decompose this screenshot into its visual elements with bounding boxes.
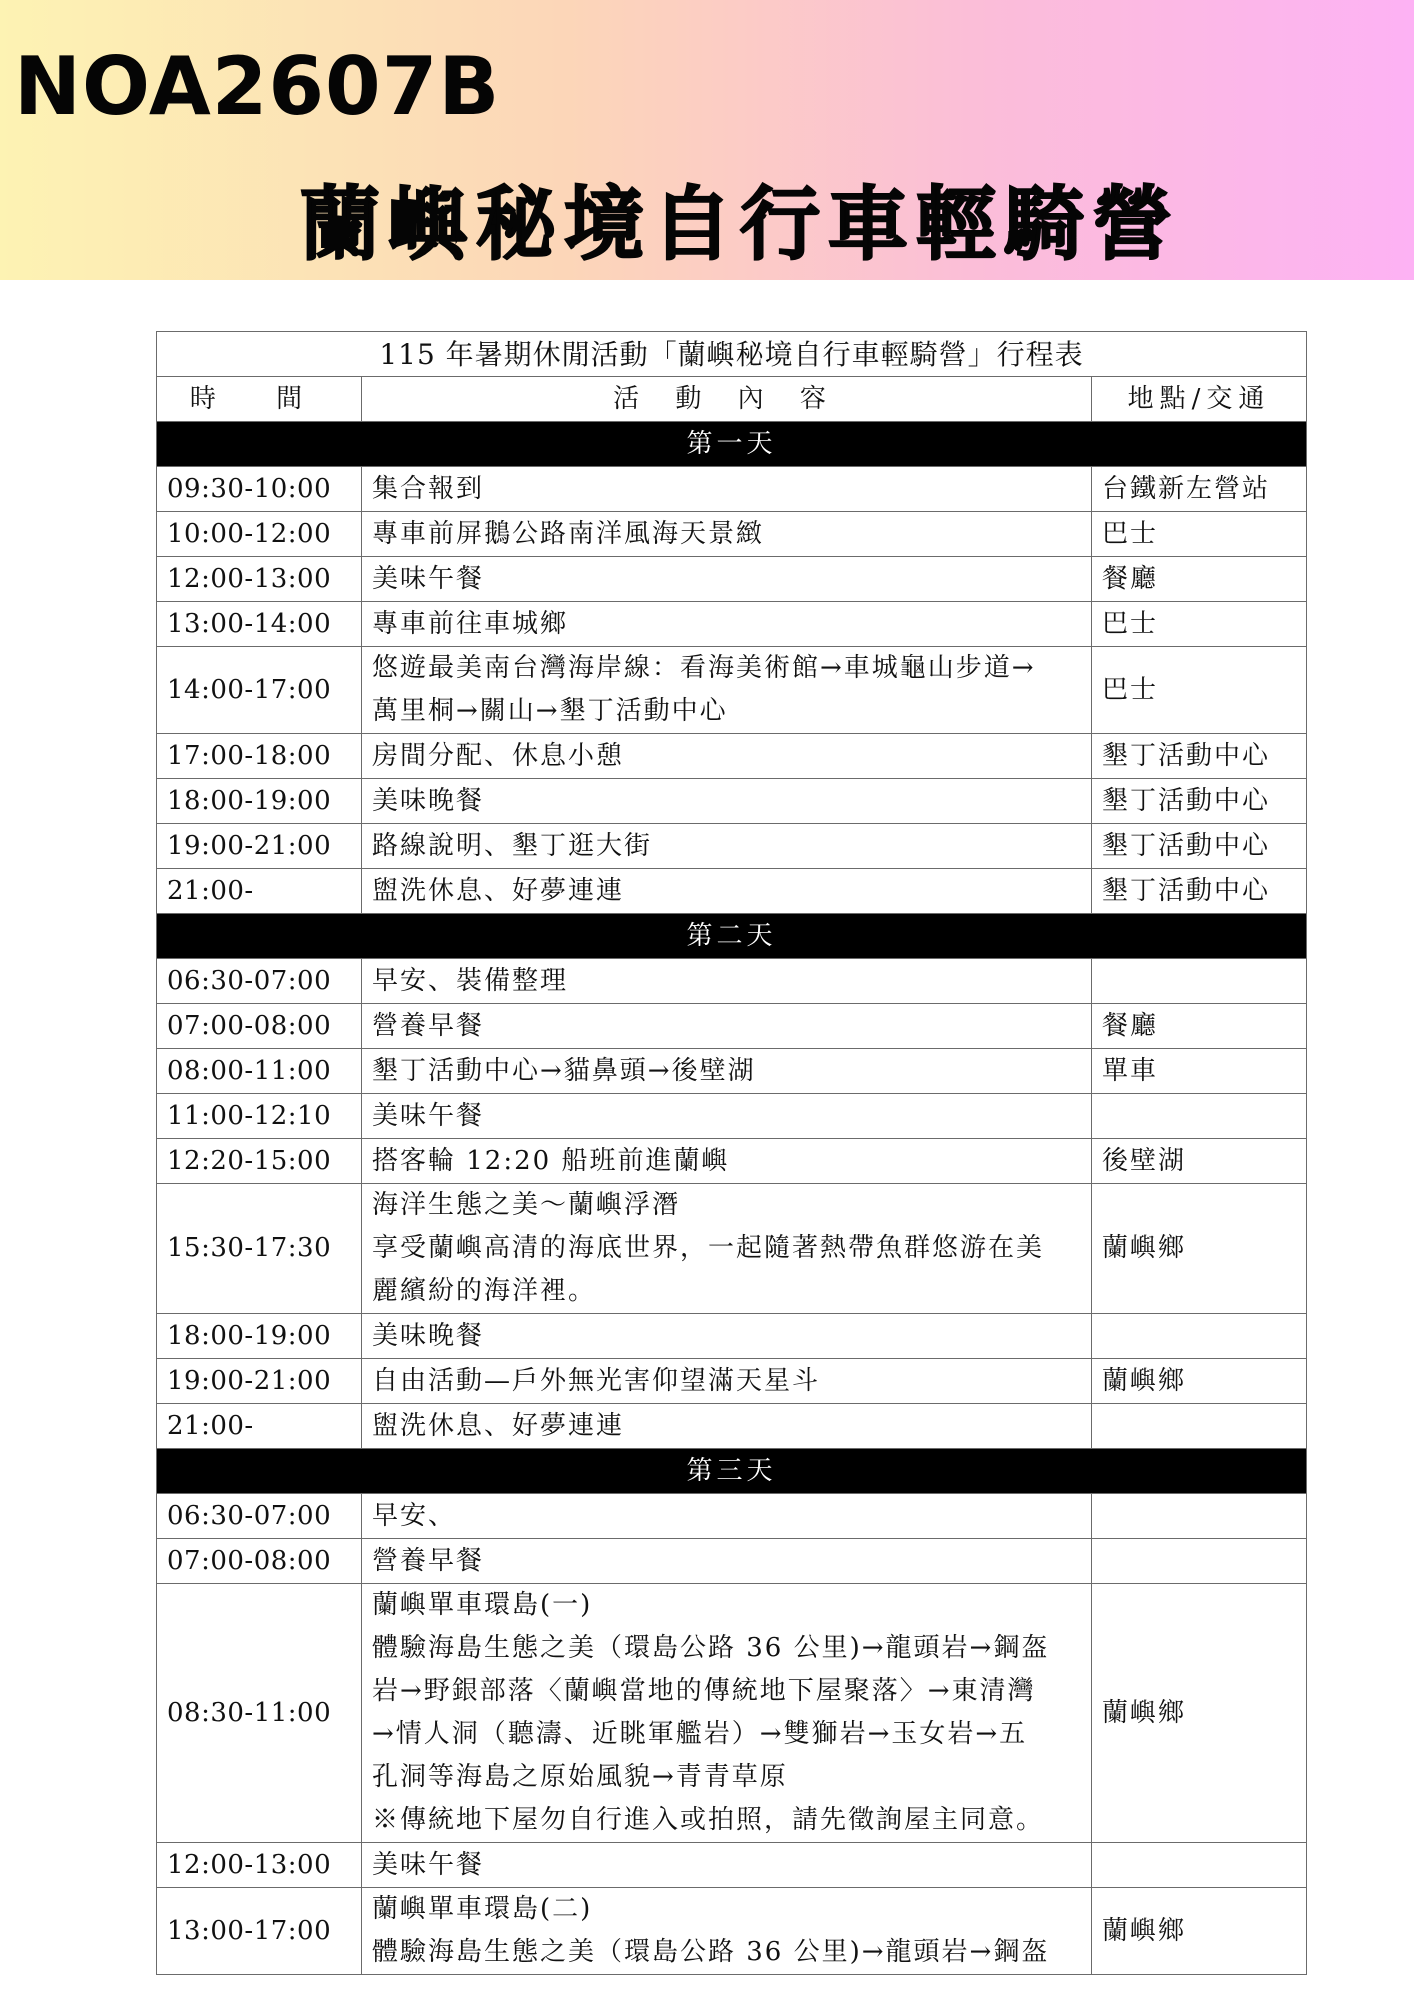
activity-line: 美味午餐 bbox=[372, 563, 485, 594]
location-cell: 巴士 bbox=[1092, 512, 1307, 557]
time-cell: 19:00-21:00 bbox=[157, 1359, 362, 1404]
activity-cell bbox=[362, 1539, 1092, 1584]
activity-line: 美味午餐 bbox=[372, 1100, 485, 1131]
program-title: 蘭嶼秘境自行車輕騎營 bbox=[300, 178, 1180, 271]
location-cell: 墾丁活動中心 bbox=[1092, 824, 1307, 869]
location-cell: 巴士 bbox=[1092, 647, 1307, 734]
time-cell: 06:30-07:00 bbox=[157, 1494, 362, 1539]
activity-line: 早安、裝備整理 bbox=[372, 965, 569, 996]
time-cell: 19:00-21:00 bbox=[157, 824, 362, 869]
activity-line: 專車前屏鵝公路南洋風海天景緻 bbox=[372, 518, 765, 549]
location-cell: 台鐵新左營站 bbox=[1092, 467, 1307, 512]
table-row bbox=[157, 1494, 1307, 1539]
table-row bbox=[157, 1049, 1307, 1094]
table-title-row bbox=[157, 332, 1307, 377]
activity-line: 盥洗休息、好夢連連 bbox=[372, 1410, 625, 1441]
time-cell: 15:30-17:30 bbox=[157, 1184, 362, 1314]
table-row bbox=[157, 869, 1307, 914]
day-label: 第二天 bbox=[157, 914, 1307, 959]
activity-cell bbox=[362, 1094, 1092, 1139]
activity-cell bbox=[362, 734, 1092, 779]
time-cell: 18:00-19:00 bbox=[157, 779, 362, 824]
activity-line: 孔洞等海島之原始風貌→青青草原 bbox=[372, 1762, 788, 1792]
location-cell: 墾丁活動中心 bbox=[1092, 779, 1307, 824]
time-cell: 12:20-15:00 bbox=[157, 1139, 362, 1184]
activity-line: 墾丁活動中心→貓鼻頭→後壁湖 bbox=[372, 1055, 756, 1086]
day-label: 第三天 bbox=[157, 1449, 1307, 1494]
activity-cell bbox=[362, 512, 1092, 557]
location-cell bbox=[1092, 1314, 1307, 1359]
activity-cell bbox=[362, 779, 1092, 824]
table-row bbox=[157, 602, 1307, 647]
table-row bbox=[157, 1404, 1307, 1449]
time-cell: 21:00- bbox=[157, 1404, 362, 1449]
time-cell: 08:00-11:00 bbox=[157, 1049, 362, 1094]
time-cell: 06:30-07:00 bbox=[157, 959, 362, 1004]
time-cell: 18:00-19:00 bbox=[157, 1314, 362, 1359]
activity-cell bbox=[362, 1314, 1092, 1359]
day-header-row bbox=[157, 914, 1307, 959]
table-row bbox=[157, 1843, 1307, 1888]
time-cell: 07:00-08:00 bbox=[157, 1004, 362, 1049]
day-header-row bbox=[157, 422, 1307, 467]
activity-line: 路線說明、墾丁逛大街 bbox=[372, 830, 653, 861]
location-cell: 餐廳 bbox=[1092, 557, 1307, 602]
activity-cell bbox=[362, 1139, 1092, 1184]
time-cell: 13:00-17:00 bbox=[157, 1888, 362, 1975]
location-cell: 墾丁活動中心 bbox=[1092, 869, 1307, 914]
activity-line: 美味晚餐 bbox=[372, 785, 485, 816]
table-row bbox=[157, 512, 1307, 557]
time-cell: 08:30-11:00 bbox=[157, 1584, 362, 1843]
activity-cell bbox=[362, 1049, 1092, 1094]
time-cell: 10:00-12:00 bbox=[157, 512, 362, 557]
table-row bbox=[157, 557, 1307, 602]
location-cell: 餐廳 bbox=[1092, 1004, 1307, 1049]
header-banner bbox=[0, 0, 1414, 280]
time-cell: 09:30-10:00 bbox=[157, 467, 362, 512]
activity-line: 房間分配、休息小憩 bbox=[372, 740, 625, 771]
activity-line: 盥洗休息、好夢連連 bbox=[372, 875, 625, 906]
activity-line: 早安、 bbox=[372, 1500, 457, 1531]
activity-line: 營養早餐 bbox=[372, 1545, 485, 1576]
program-code: NOA2607B bbox=[14, 40, 501, 133]
table-row bbox=[157, 959, 1307, 1004]
activity-line: 悠遊最美南台灣海岸線：看海美術館→車城龜山步道→ bbox=[372, 653, 1036, 683]
time-cell: 07:00-08:00 bbox=[157, 1539, 362, 1584]
activity-cell bbox=[362, 557, 1092, 602]
table-row bbox=[157, 824, 1307, 869]
activity-cell bbox=[362, 869, 1092, 914]
location-cell bbox=[1092, 1094, 1307, 1139]
activity-line: 自由活動—戶外無光害仰望滿天星斗 bbox=[372, 1365, 821, 1396]
location-cell: 墾丁活動中心 bbox=[1092, 734, 1307, 779]
activity-cell bbox=[362, 647, 1092, 734]
activity-line: →情人洞（聽濤、近眺軍艦岩）→雙獅岩→玉女岩→五 bbox=[372, 1719, 1028, 1749]
activity-cell bbox=[362, 1184, 1092, 1314]
time-cell: 21:00- bbox=[157, 869, 362, 914]
activity-line: 體驗海島生態之美（環島公路 36 公里)→龍頭岩→鋼盔 bbox=[372, 1633, 1050, 1663]
activity-line: 蘭嶼單車環島(一) bbox=[372, 1590, 593, 1620]
activity-cell bbox=[362, 602, 1092, 647]
location-cell: 蘭嶼鄉 bbox=[1092, 1359, 1307, 1404]
table-title: 115 年暑期休閒活動「蘭嶼秘境自行車輕騎營」行程表 bbox=[157, 332, 1307, 377]
activity-cell bbox=[362, 1584, 1092, 1843]
location-cell bbox=[1092, 1494, 1307, 1539]
day-header-row bbox=[157, 1449, 1307, 1494]
column-header-time: 時 間 bbox=[157, 377, 362, 422]
itinerary-table bbox=[156, 331, 1307, 1975]
table-row bbox=[157, 467, 1307, 512]
activity-line: 岩→野銀部落〈蘭嶼當地的傳統地下屋聚落〉→東清灣 bbox=[372, 1676, 1036, 1706]
activity-cell bbox=[362, 959, 1092, 1004]
table-row bbox=[157, 1584, 1307, 1843]
activity-cell bbox=[362, 1359, 1092, 1404]
location-cell bbox=[1092, 959, 1307, 1004]
table-row bbox=[157, 1888, 1307, 1975]
location-cell: 後壁湖 bbox=[1092, 1139, 1307, 1184]
table-row bbox=[157, 1094, 1307, 1139]
table-row bbox=[157, 1184, 1307, 1314]
activity-line: ※傳統地下屋勿自行進入或拍照，請先徵詢屋主同意。 bbox=[372, 1805, 1045, 1835]
activity-line: 蘭嶼單車環島(二) bbox=[372, 1894, 593, 1924]
activity-cell bbox=[362, 467, 1092, 512]
activity-line: 享受蘭嶼高清的海底世界，一起隨著熱帶魚群悠游在美 bbox=[372, 1233, 1045, 1263]
table-row bbox=[157, 1314, 1307, 1359]
time-cell: 12:00-13:00 bbox=[157, 1843, 362, 1888]
table-row bbox=[157, 1139, 1307, 1184]
activity-cell bbox=[362, 1004, 1092, 1049]
table-row bbox=[157, 734, 1307, 779]
activity-line: 美味午餐 bbox=[372, 1849, 485, 1880]
table-header-row bbox=[157, 377, 1307, 422]
activity-cell bbox=[362, 1404, 1092, 1449]
activity-line: 搭客輪 12:20 船班前進蘭嶼 bbox=[372, 1145, 730, 1176]
column-header-location: 地點/交通 bbox=[1092, 377, 1307, 422]
location-cell: 單車 bbox=[1092, 1049, 1307, 1094]
location-cell bbox=[1092, 1843, 1307, 1888]
activity-line: 集合報到 bbox=[372, 473, 485, 504]
time-cell: 17:00-18:00 bbox=[157, 734, 362, 779]
activity-line: 萬里桐→關山→墾丁活動中心 bbox=[372, 696, 728, 726]
activity-cell bbox=[362, 1843, 1092, 1888]
time-cell: 12:00-13:00 bbox=[157, 557, 362, 602]
activity-line: 體驗海島生態之美（環島公路 36 公里)→龍頭岩→鋼盔 bbox=[372, 1937, 1050, 1967]
location-cell: 巴士 bbox=[1092, 602, 1307, 647]
activity-line: 海洋生態之美～蘭嶼浮潛 bbox=[372, 1190, 681, 1220]
location-cell: 蘭嶼鄉 bbox=[1092, 1184, 1307, 1314]
table-row bbox=[157, 1539, 1307, 1584]
time-cell: 11:00-12:10 bbox=[157, 1094, 362, 1139]
location-cell bbox=[1092, 1539, 1307, 1584]
activity-line: 專車前往車城鄉 bbox=[372, 608, 569, 639]
table-row bbox=[157, 779, 1307, 824]
column-header-activity: 活 動 內 容 bbox=[362, 377, 1092, 422]
table-row bbox=[157, 1359, 1307, 1404]
time-cell: 13:00-14:00 bbox=[157, 602, 362, 647]
activity-line: 麗繽紛的海洋裡。 bbox=[372, 1276, 597, 1306]
table-row bbox=[157, 647, 1307, 734]
activity-cell bbox=[362, 1494, 1092, 1539]
location-cell bbox=[1092, 1404, 1307, 1449]
activity-line: 營養早餐 bbox=[372, 1010, 485, 1041]
location-cell: 蘭嶼鄉 bbox=[1092, 1584, 1307, 1843]
time-cell: 14:00-17:00 bbox=[157, 647, 362, 734]
location-cell: 蘭嶼鄉 bbox=[1092, 1888, 1307, 1975]
activity-cell bbox=[362, 824, 1092, 869]
activity-cell bbox=[362, 1888, 1092, 1975]
activity-line: 美味晚餐 bbox=[372, 1320, 485, 1351]
table-row bbox=[157, 1004, 1307, 1049]
day-label: 第一天 bbox=[157, 422, 1307, 467]
